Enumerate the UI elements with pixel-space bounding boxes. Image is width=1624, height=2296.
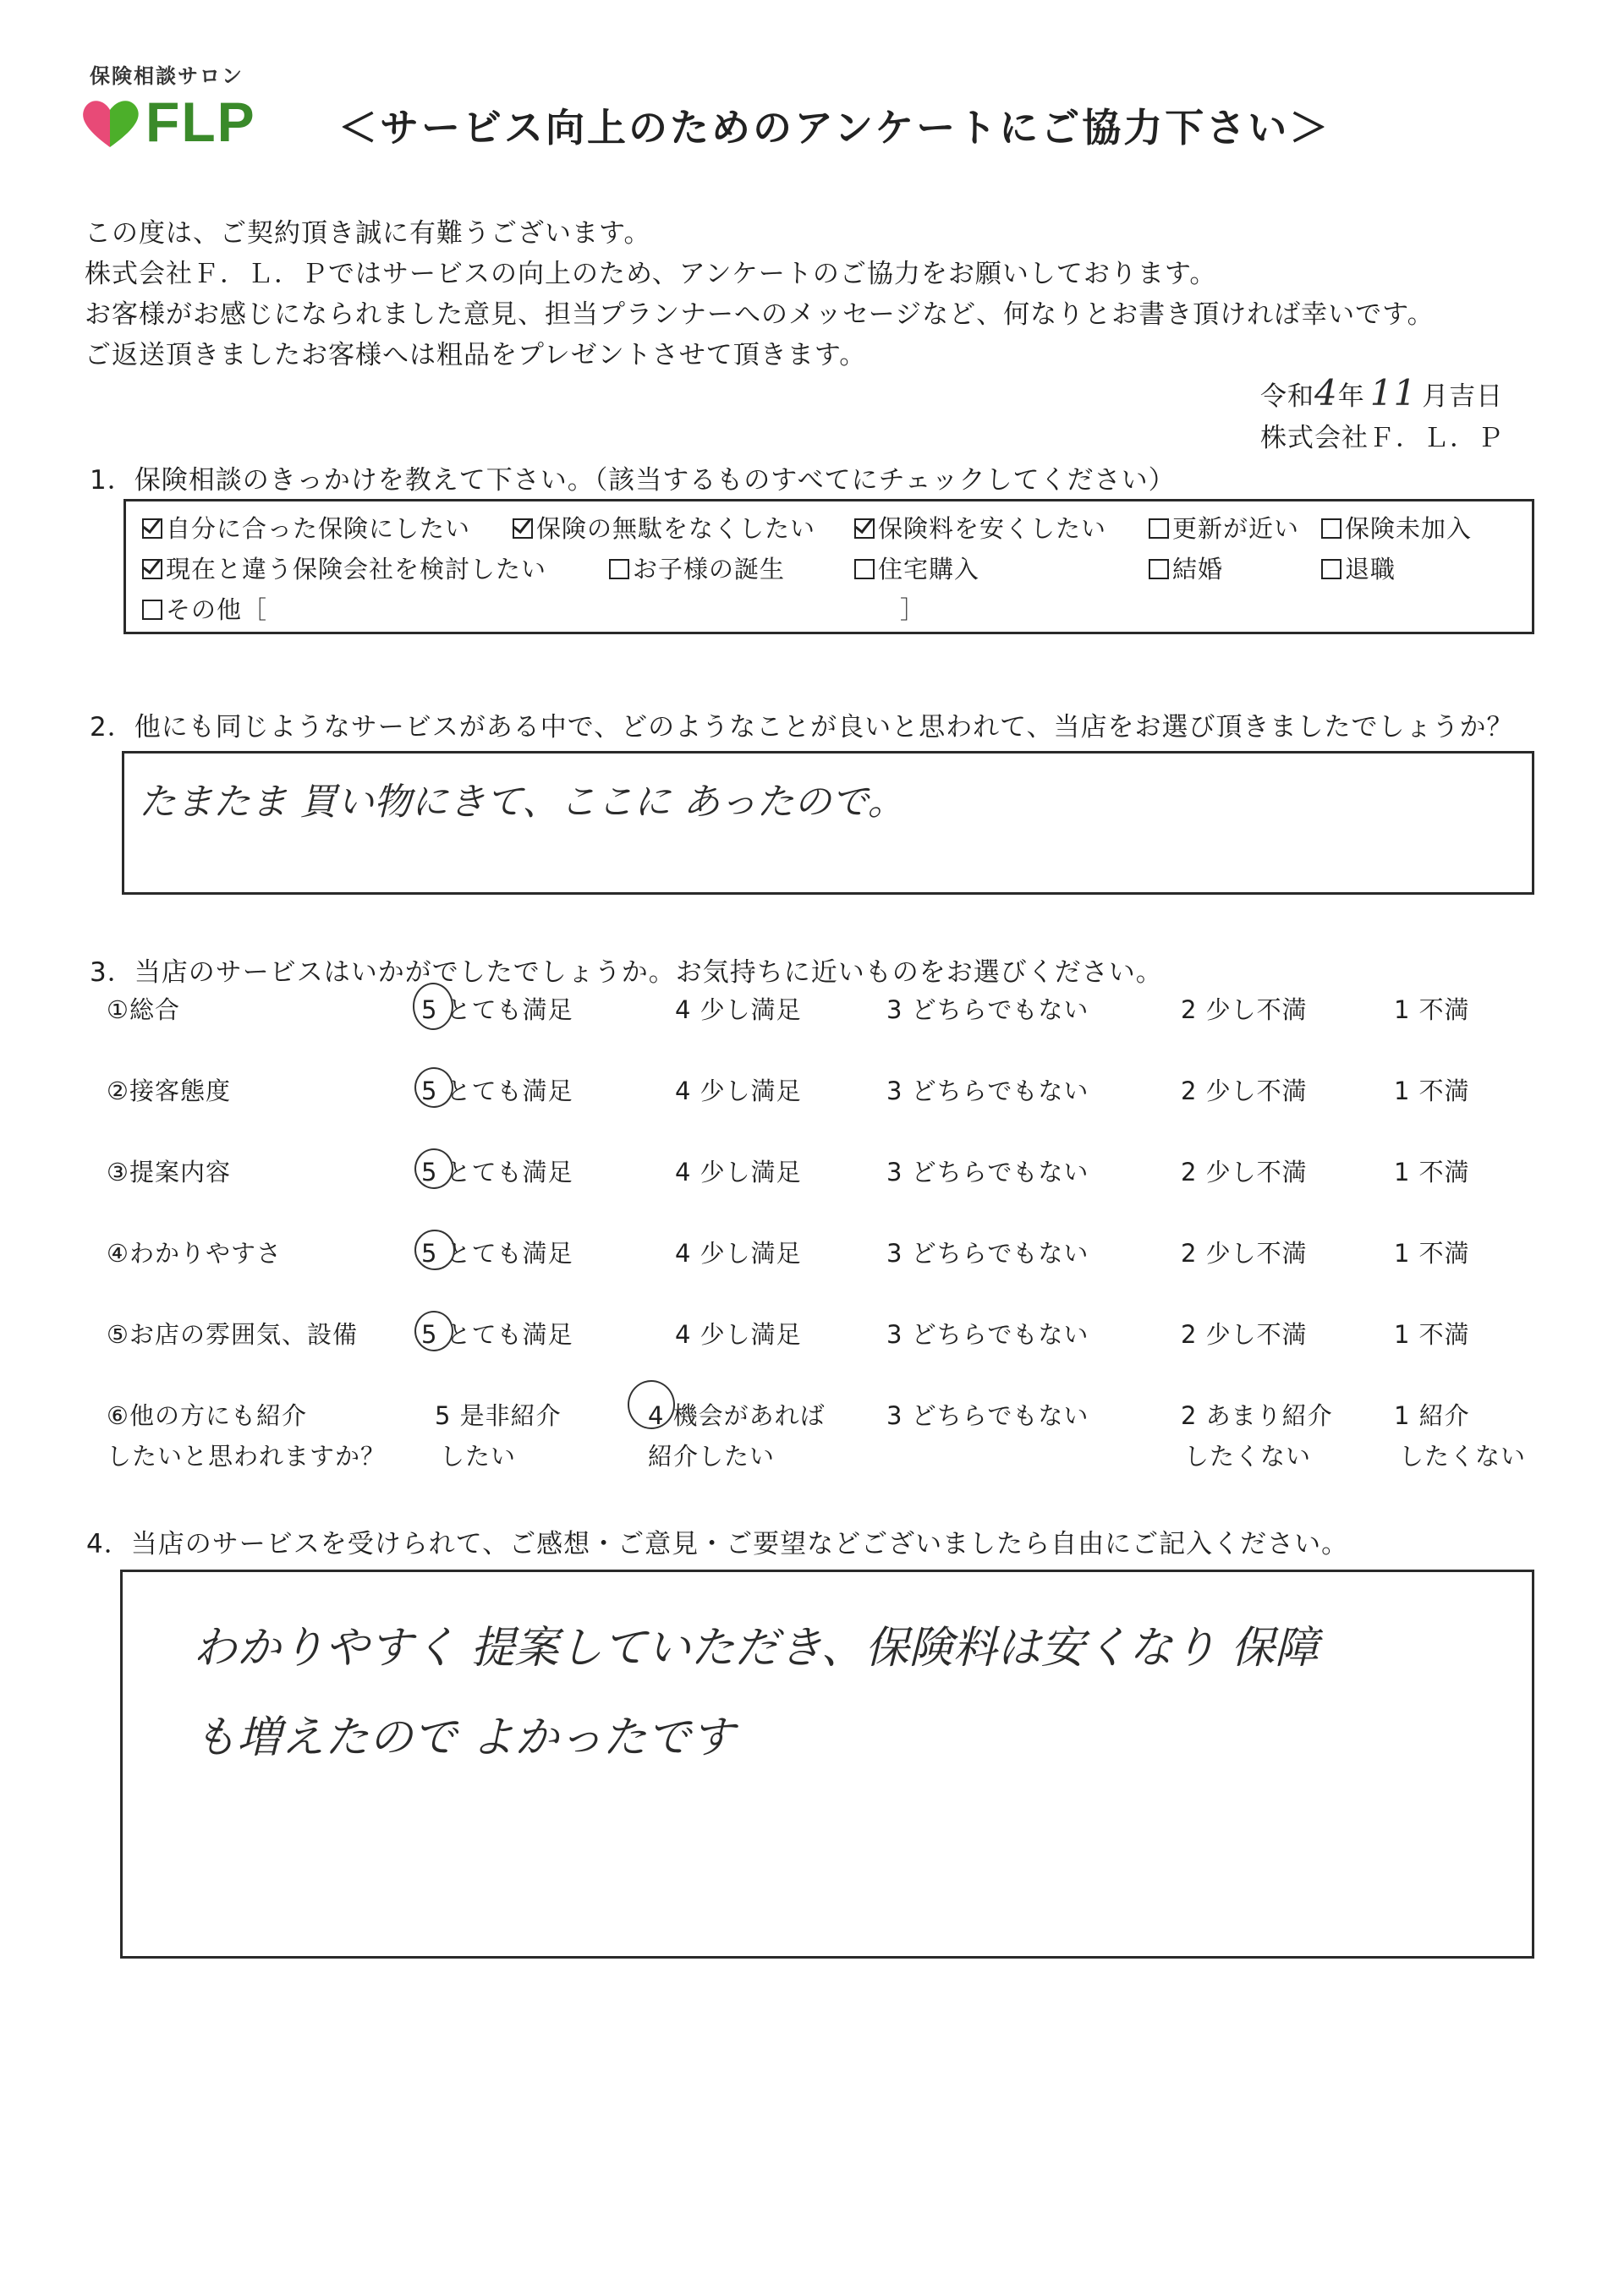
q3-row6-option-4[interactable]: 2 あまり紹介 xyxy=(1181,1401,1333,1430)
q1-title: 1．保険相談のきっかけを教えて下さい。（該当するものすべてにチェックしてください） xyxy=(90,465,1176,496)
checkbox[interactable] xyxy=(1321,559,1341,579)
q3-row6-option-2[interactable]: 4 機会があれば xyxy=(648,1401,826,1430)
q3-row6-option-4b: したくない xyxy=(1184,1442,1312,1471)
q3-row-label: ④わかりやすさ xyxy=(107,1239,282,1268)
q3-row6-option-1b: したい xyxy=(440,1442,517,1471)
q3-option[interactable]: 2 少し不満 xyxy=(1181,1320,1308,1349)
q3-option[interactable]: 4 少し満足 xyxy=(675,1158,802,1186)
q1-option[interactable]: 保険の無駄をなくしたい xyxy=(513,510,815,545)
checkbox[interactable] xyxy=(513,518,533,539)
q1-option[interactable]: 自分に合った保険にしたい xyxy=(142,510,470,545)
q3-option[interactable]: 5 とても満足 xyxy=(421,1320,573,1349)
q3-row6-label-1: ⑥他の方にも紹介 xyxy=(107,1401,307,1430)
date xyxy=(1260,372,1503,414)
q3-option[interactable]: 5 とても満足 xyxy=(421,995,573,1024)
q3-row-label: ③提案内容 xyxy=(107,1158,231,1186)
intro-line-4: ご返送頂きましたお客様へは粗品をプレゼントさせて頂きます。 xyxy=(85,340,867,370)
q3-option[interactable]: 3 どちらでもない xyxy=(886,1239,1089,1268)
q3-option[interactable]: 3 どちらでもない xyxy=(886,1320,1089,1349)
q3-option[interactable]: 5 とても満足 xyxy=(421,1158,573,1186)
heart-logo-icon xyxy=(78,93,145,152)
page-title: ＜サービス向上のためのアンケートにご協力下さい＞ xyxy=(338,105,1331,151)
q3-option[interactable]: 2 少し不満 xyxy=(1181,1239,1308,1268)
q4-answer-line-2: も増えたので よかったです xyxy=(193,1712,735,1763)
date-prefix: 令和 xyxy=(1260,381,1314,412)
q3-title: 3．当店のサービスはいかがでしたでしょうか。お気持ちに近いものをお選びください。 xyxy=(90,957,1163,988)
q3-row6-option-5b: したくない xyxy=(1399,1442,1527,1471)
q4-title: 4．当店のサービスを受けられて、ご感想・ご意見・ご要望などございましたら自由にご記入ください。 xyxy=(86,1529,1349,1559)
checkbox[interactable] xyxy=(142,600,162,620)
q3-row6-option-5[interactable]: 1 紹介 xyxy=(1394,1401,1470,1430)
q3-option[interactable]: 1 不満 xyxy=(1394,1158,1470,1186)
q3-row6-option-2b: 紹介したい xyxy=(648,1442,776,1471)
q1-option[interactable]: 保険未加入 xyxy=(1321,510,1472,545)
intro-line-1: この度は、ご契約頂き誠に有難うございます。 xyxy=(85,218,651,249)
q1-other-close: ］ xyxy=(900,595,926,624)
selection-circle xyxy=(413,983,453,1030)
q3-option[interactable]: 1 不満 xyxy=(1394,1320,1470,1349)
q3-row6-label-2: したいと思われますか？ xyxy=(107,1442,387,1471)
q3-option[interactable]: 3 どちらでもない xyxy=(886,1158,1089,1186)
q3-option[interactable]: 1 不満 xyxy=(1394,1239,1470,1268)
company-name: 株式会社Ｆ．Ｌ．Ｐ xyxy=(1260,423,1504,453)
checkbox[interactable] xyxy=(142,559,162,579)
q1-option-other[interactable]: その他［ xyxy=(142,591,267,626)
q3-row-label: ②接客態度 xyxy=(107,1077,231,1105)
logo-subtitle: 保険相談サロン xyxy=(90,64,244,88)
q3-option[interactable]: 5 とても満足 xyxy=(421,1239,573,1268)
selection-circle xyxy=(414,1311,453,1351)
date-year-unit: 年 xyxy=(1337,381,1365,412)
q3-option[interactable]: 4 少し満足 xyxy=(675,1239,802,1268)
selection-circle xyxy=(414,1067,453,1108)
date-suffix: 月吉日 xyxy=(1422,381,1504,412)
q3-row6-option-1[interactable]: 5 是非紹介 xyxy=(435,1401,562,1430)
q1-option[interactable]: 更新が近い xyxy=(1149,510,1299,545)
q2-title: 2．他にも同じようなサービスがある中で、どのようなことが良いと思われて、当店をお選び頂きましたでしょうか？ xyxy=(90,712,1514,743)
q3-row6-option-3[interactable]: 3 どちらでもない xyxy=(886,1401,1089,1430)
q3-option[interactable]: 2 少し不満 xyxy=(1181,1158,1308,1186)
q1-option[interactable]: 保険料を安くしたい xyxy=(854,510,1106,545)
q3-row-label: ①総合 xyxy=(107,995,180,1024)
q3-option[interactable]: 4 少し満足 xyxy=(675,1320,802,1349)
q3-option[interactable]: 2 少し不満 xyxy=(1181,1077,1308,1105)
q1-option[interactable]: お子様の誕生 xyxy=(609,551,785,585)
q1-option[interactable]: 現在と違う保険会社を検討したい xyxy=(142,551,546,585)
intro-line-2: 株式会社Ｆ．Ｌ．Ｐではサービスの向上のため、アンケートのご協力をお願いしております。 xyxy=(85,259,1217,289)
checkbox[interactable] xyxy=(1149,518,1169,539)
q3-option[interactable]: 2 少し不満 xyxy=(1181,995,1308,1024)
q4-answer-line-1: わかりやすく 提案していただき、保険料は安くなり 保障 xyxy=(193,1623,1319,1674)
intro-line-3: お客様がお感じになられました意見、担当プランナーへのメッセージなど、何なりとお書き頂ければ幸いです。 xyxy=(85,299,1435,330)
checkbox[interactable] xyxy=(854,559,875,579)
q3-option[interactable]: 4 少し満足 xyxy=(675,1077,802,1105)
selection-circle xyxy=(628,1380,675,1429)
checkbox[interactable] xyxy=(609,559,629,579)
selection-circle xyxy=(414,1230,455,1270)
q3-option[interactable]: 4 少し満足 xyxy=(675,995,802,1024)
q1-option[interactable]: 住宅購入 xyxy=(854,551,979,585)
checkbox[interactable] xyxy=(1321,518,1341,539)
q3-option[interactable]: 1 不満 xyxy=(1394,995,1470,1024)
date-month: 11 xyxy=(1369,372,1418,414)
checkbox[interactable] xyxy=(854,518,875,539)
q3-option[interactable]: 3 どちらでもない xyxy=(886,995,1089,1024)
q3-option[interactable]: 5 とても満足 xyxy=(421,1077,573,1105)
q1-option[interactable]: 結婚 xyxy=(1149,551,1223,585)
q2-answer: たまたま 買い物にきて、ここに あったので。 xyxy=(139,781,905,824)
q3-row-label: ⑤お店の雰囲気、設備 xyxy=(107,1320,358,1349)
checkbox[interactable] xyxy=(1149,559,1169,579)
date-year: 4 xyxy=(1314,372,1338,414)
checkbox[interactable] xyxy=(142,518,162,539)
logo-brand: FLP xyxy=(145,90,256,153)
q3-option[interactable]: 1 不満 xyxy=(1394,1077,1470,1105)
selection-circle xyxy=(414,1148,453,1189)
q3-option[interactable]: 3 どちらでもない xyxy=(886,1077,1089,1105)
q1-option[interactable]: 退職 xyxy=(1321,551,1396,585)
